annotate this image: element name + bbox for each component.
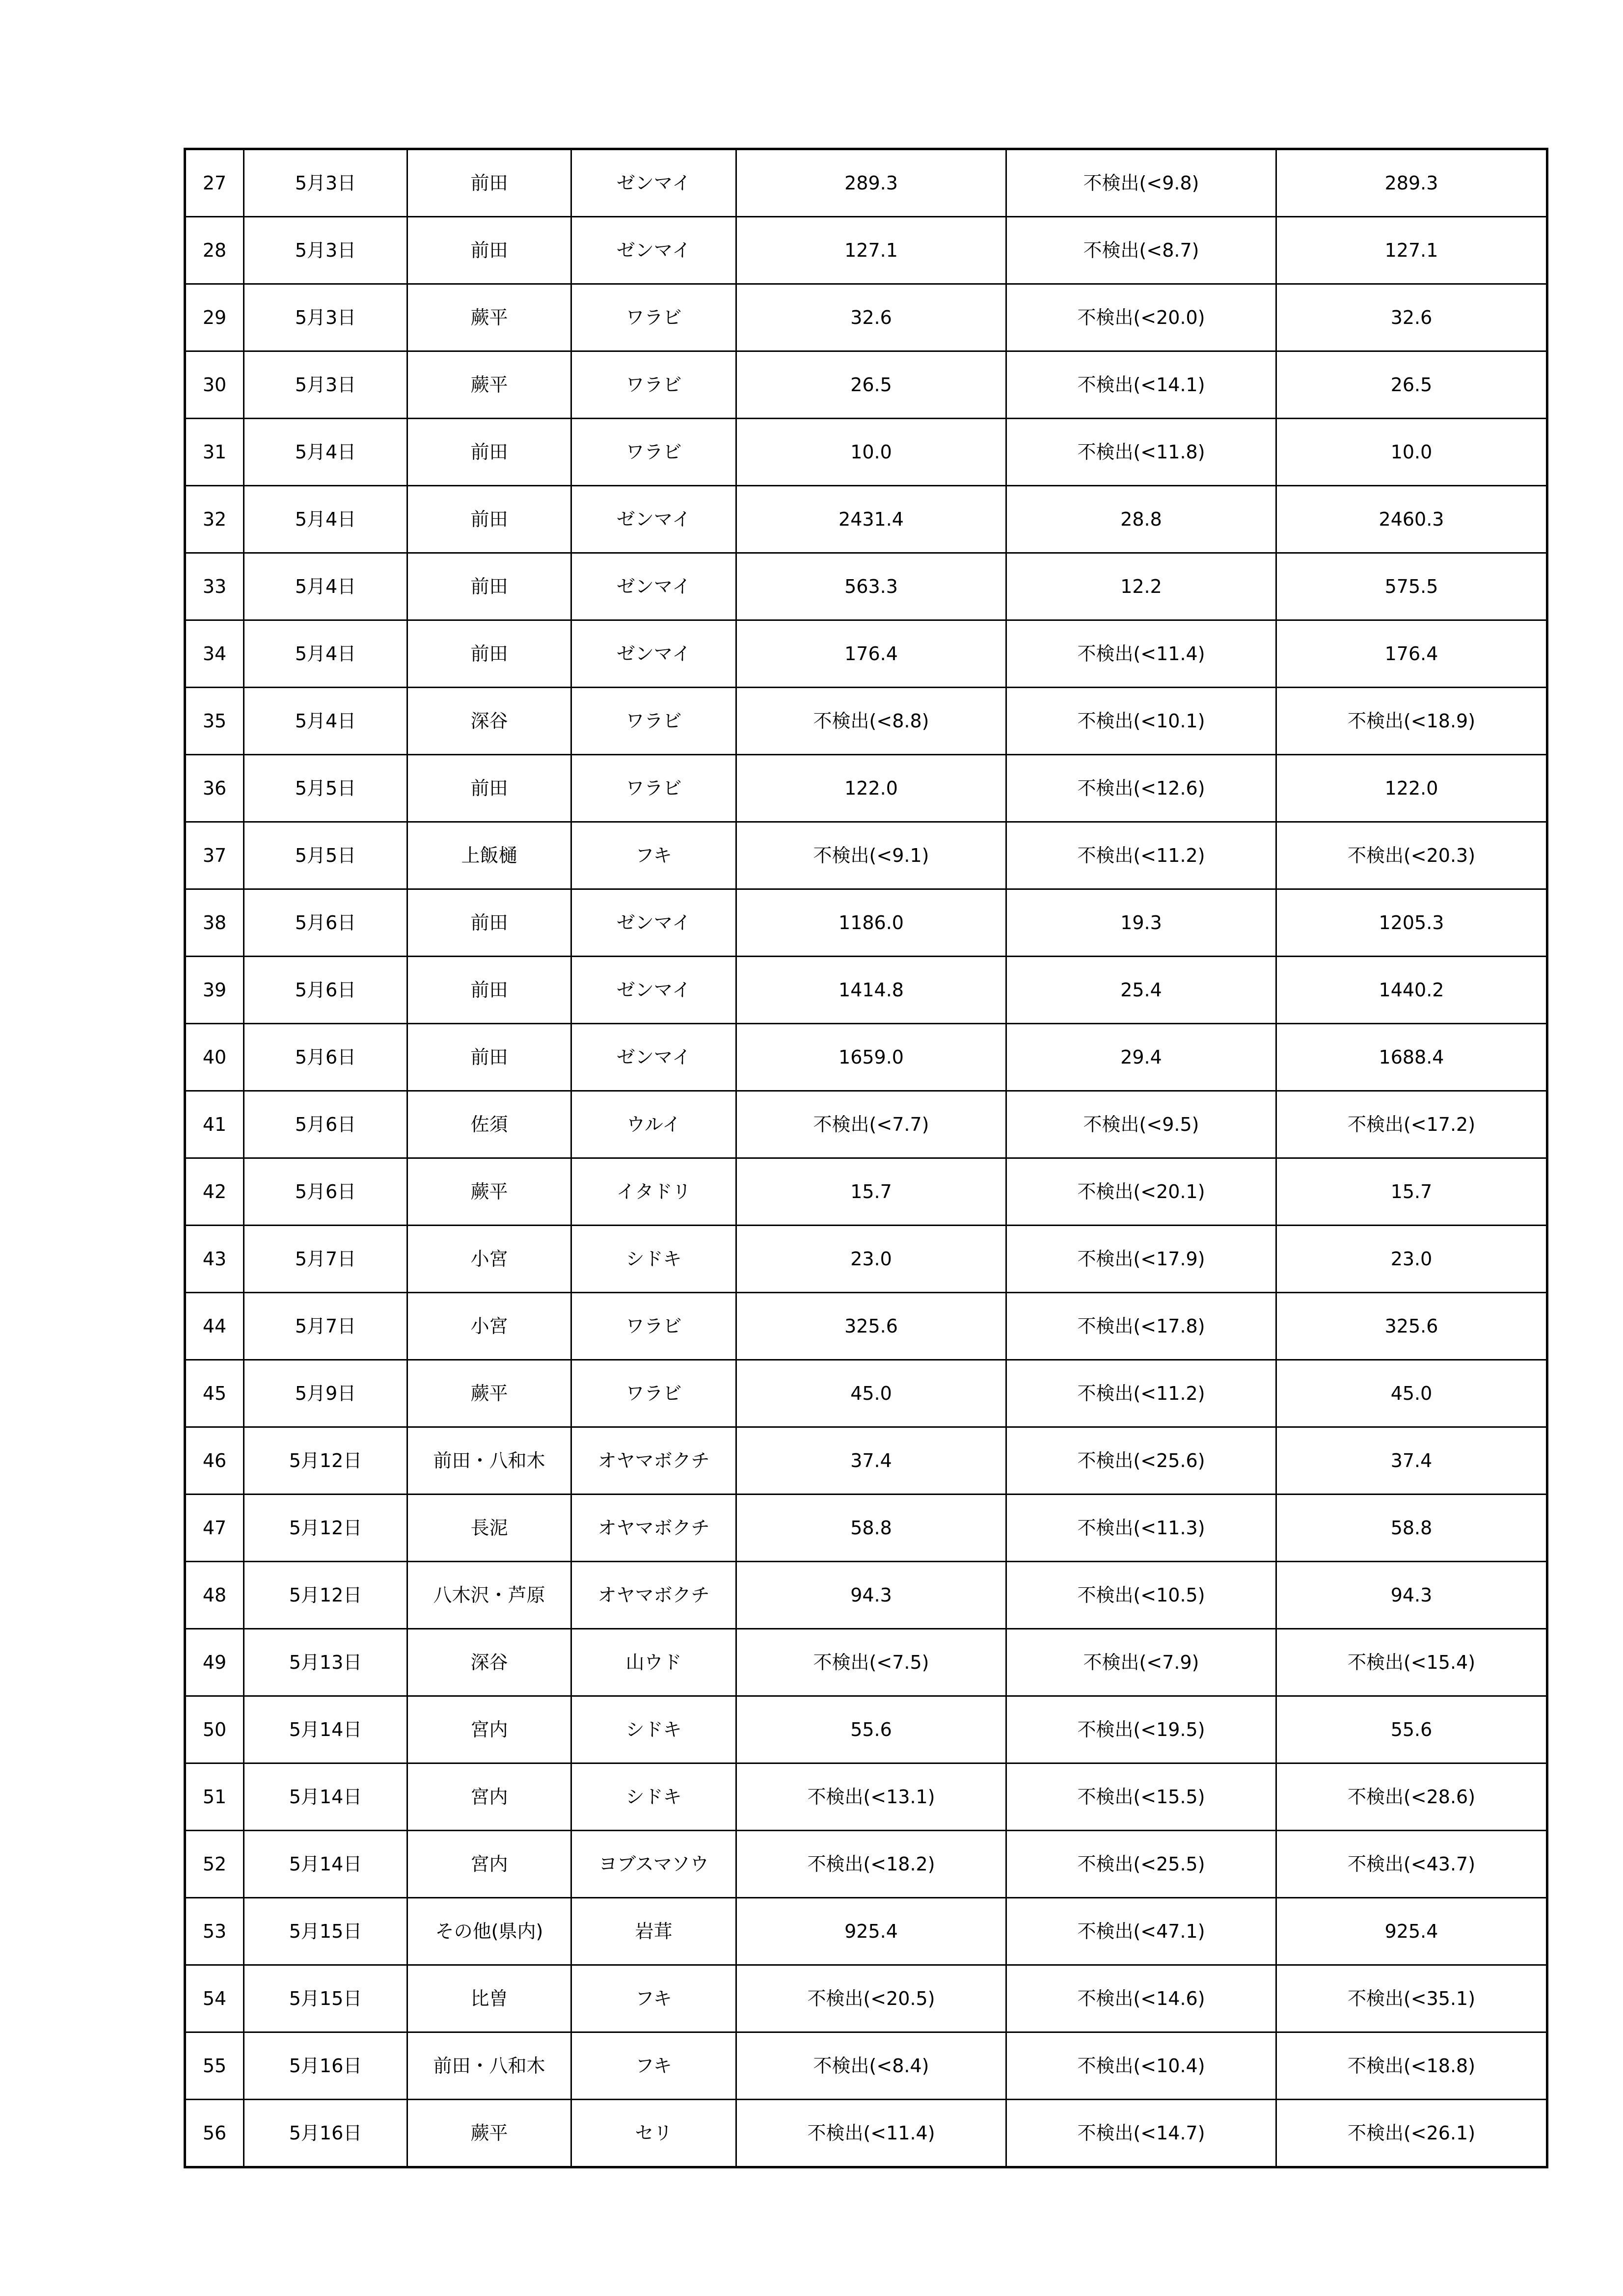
cell-place: 宮内 bbox=[407, 1831, 571, 1898]
table-row bbox=[185, 889, 1547, 957]
cell-value-3: 55.6 bbox=[1276, 1696, 1547, 1763]
cell-value-1: 不検出(<18.2) bbox=[736, 1831, 1006, 1898]
cell-date: 5月12日 bbox=[244, 1427, 407, 1495]
cell-no: 39 bbox=[185, 957, 244, 1024]
cell-value-2: 不検出(<20.0) bbox=[1006, 284, 1276, 351]
cell-item: ゼンマイ bbox=[571, 889, 736, 957]
cell-value-2: 不検出(<14.7) bbox=[1006, 2100, 1276, 2167]
cell-place: 深谷 bbox=[407, 1629, 571, 1696]
cell-value-1: 325.6 bbox=[736, 1293, 1006, 1360]
cell-date: 5月6日 bbox=[244, 1091, 407, 1158]
cell-value-1: 不検出(<13.1) bbox=[736, 1763, 1006, 1831]
cell-place: 宮内 bbox=[407, 1763, 571, 1831]
cell-value-2: 不検出(<47.1) bbox=[1006, 1898, 1276, 1965]
cell-value-1: 58.8 bbox=[736, 1495, 1006, 1562]
cell-item: ワラビ bbox=[571, 284, 736, 351]
cell-value-2: 不検出(<10.5) bbox=[1006, 1562, 1276, 1629]
cell-value-2: 不検出(<7.9) bbox=[1006, 1629, 1276, 1696]
cell-value-3: 不検出(<43.7) bbox=[1276, 1831, 1547, 1898]
cell-value-3: 32.6 bbox=[1276, 284, 1547, 351]
cell-value-1: 15.7 bbox=[736, 1158, 1006, 1226]
cell-no: 28 bbox=[185, 217, 244, 284]
cell-date: 5月6日 bbox=[244, 957, 407, 1024]
table-row bbox=[185, 351, 1547, 419]
cell-value-1: 94.3 bbox=[736, 1562, 1006, 1629]
cell-value-3: 15.7 bbox=[1276, 1158, 1547, 1226]
cell-value-3: 不検出(<15.4) bbox=[1276, 1629, 1547, 1696]
cell-item: ワラビ bbox=[571, 755, 736, 822]
cell-value-1: 10.0 bbox=[736, 419, 1006, 486]
cell-value-2: 12.2 bbox=[1006, 553, 1276, 620]
cell-place: 前田 bbox=[407, 755, 571, 822]
table-row bbox=[185, 957, 1547, 1024]
cell-value-3: 45.0 bbox=[1276, 1360, 1547, 1427]
cell-item: ワラビ bbox=[571, 1360, 736, 1427]
cell-no: 43 bbox=[185, 1226, 244, 1293]
table-row bbox=[185, 149, 1547, 217]
cell-no: 52 bbox=[185, 1831, 244, 1898]
cell-value-2: 29.4 bbox=[1006, 1024, 1276, 1091]
cell-value-1: 563.3 bbox=[736, 553, 1006, 620]
cell-place: 前田 bbox=[407, 553, 571, 620]
cell-date: 5月3日 bbox=[244, 351, 407, 419]
cell-item: ゼンマイ bbox=[571, 1024, 736, 1091]
table-row bbox=[185, 755, 1547, 822]
cell-place: 長泥 bbox=[407, 1495, 571, 1562]
cell-date: 5月4日 bbox=[244, 419, 407, 486]
cell-value-1: 127.1 bbox=[736, 217, 1006, 284]
cell-date: 5月12日 bbox=[244, 1562, 407, 1629]
cell-place: 宮内 bbox=[407, 1696, 571, 1763]
cell-no: 41 bbox=[185, 1091, 244, 1158]
cell-place: 蕨平 bbox=[407, 1360, 571, 1427]
cell-item: ゼンマイ bbox=[571, 957, 736, 1024]
cell-no: 31 bbox=[185, 419, 244, 486]
cell-date: 5月4日 bbox=[244, 486, 407, 553]
cell-place: その他(県内) bbox=[407, 1898, 571, 1965]
cell-no: 50 bbox=[185, 1696, 244, 1763]
cell-value-3: 2460.3 bbox=[1276, 486, 1547, 553]
table-row bbox=[185, 1024, 1547, 1091]
cell-value-1: 925.4 bbox=[736, 1898, 1006, 1965]
table-row bbox=[185, 486, 1547, 553]
cell-no: 44 bbox=[185, 1293, 244, 1360]
cell-value-3: 不検出(<17.2) bbox=[1276, 1091, 1547, 1158]
cell-value-2: 不検出(<17.9) bbox=[1006, 1226, 1276, 1293]
cell-no: 47 bbox=[185, 1495, 244, 1562]
table-row bbox=[185, 217, 1547, 284]
cell-date: 5月14日 bbox=[244, 1763, 407, 1831]
cell-item: セリ bbox=[571, 2100, 736, 2167]
cell-value-3: 不検出(<26.1) bbox=[1276, 2100, 1547, 2167]
cell-no: 33 bbox=[185, 553, 244, 620]
cell-value-3: 不検出(<20.3) bbox=[1276, 822, 1547, 889]
cell-item: フキ bbox=[571, 822, 736, 889]
cell-value-3: 1205.3 bbox=[1276, 889, 1547, 957]
cell-place: 蕨平 bbox=[407, 1158, 571, 1226]
cell-date: 5月3日 bbox=[244, 149, 407, 217]
cell-item: オヤマボクチ bbox=[571, 1427, 736, 1495]
cell-date: 5月7日 bbox=[244, 1226, 407, 1293]
cell-item: ワラビ bbox=[571, 419, 736, 486]
cell-place: 比曽 bbox=[407, 1965, 571, 2032]
cell-no: 51 bbox=[185, 1763, 244, 1831]
cell-value-1: 289.3 bbox=[736, 149, 1006, 217]
cell-date: 5月3日 bbox=[244, 217, 407, 284]
table-row bbox=[185, 1158, 1547, 1226]
table-row bbox=[185, 553, 1547, 620]
cell-value-3: 不検出(<28.6) bbox=[1276, 1763, 1547, 1831]
cell-no: 42 bbox=[185, 1158, 244, 1226]
cell-no: 55 bbox=[185, 2032, 244, 2100]
cell-value-1: 23.0 bbox=[736, 1226, 1006, 1293]
cell-place: 前田 bbox=[407, 620, 571, 688]
table-row bbox=[185, 1831, 1547, 1898]
table-row bbox=[185, 1763, 1547, 1831]
cell-value-3: 不検出(<18.8) bbox=[1276, 2032, 1547, 2100]
cell-place: 前田 bbox=[407, 486, 571, 553]
cell-no: 27 bbox=[185, 149, 244, 217]
cell-value-3: 不検出(<18.9) bbox=[1276, 688, 1547, 755]
cell-value-2: 不検出(<15.5) bbox=[1006, 1763, 1276, 1831]
cell-date: 5月9日 bbox=[244, 1360, 407, 1427]
results-table bbox=[184, 148, 1548, 2168]
table-row bbox=[185, 2032, 1547, 2100]
cell-value-2: 不検出(<11.3) bbox=[1006, 1495, 1276, 1562]
cell-value-1: 不検出(<7.7) bbox=[736, 1091, 1006, 1158]
cell-value-1: 不検出(<8.8) bbox=[736, 688, 1006, 755]
cell-value-1: 不検出(<9.1) bbox=[736, 822, 1006, 889]
cell-date: 5月6日 bbox=[244, 1158, 407, 1226]
cell-item: シドキ bbox=[571, 1763, 736, 1831]
cell-date: 5月5日 bbox=[244, 755, 407, 822]
cell-no: 32 bbox=[185, 486, 244, 553]
cell-no: 38 bbox=[185, 889, 244, 957]
cell-item: ゼンマイ bbox=[571, 149, 736, 217]
cell-item: ワラビ bbox=[571, 688, 736, 755]
cell-value-3: 575.5 bbox=[1276, 553, 1547, 620]
cell-value-1: 26.5 bbox=[736, 351, 1006, 419]
cell-value-2: 不検出(<25.5) bbox=[1006, 1831, 1276, 1898]
cell-item: 山ウド bbox=[571, 1629, 736, 1696]
cell-date: 5月4日 bbox=[244, 688, 407, 755]
cell-date: 5月14日 bbox=[244, 1831, 407, 1898]
cell-place: 上飯樋 bbox=[407, 822, 571, 889]
cell-date: 5月14日 bbox=[244, 1696, 407, 1763]
cell-no: 40 bbox=[185, 1024, 244, 1091]
table-row bbox=[185, 1293, 1547, 1360]
cell-value-3: 925.4 bbox=[1276, 1898, 1547, 1965]
table-row bbox=[185, 1562, 1547, 1629]
cell-date: 5月3日 bbox=[244, 284, 407, 351]
table-row bbox=[185, 2100, 1547, 2167]
cell-value-1: 不検出(<7.5) bbox=[736, 1629, 1006, 1696]
cell-value-2: 25.4 bbox=[1006, 957, 1276, 1024]
cell-date: 5月16日 bbox=[244, 2032, 407, 2100]
cell-no: 30 bbox=[185, 351, 244, 419]
cell-value-3: 94.3 bbox=[1276, 1562, 1547, 1629]
cell-date: 5月7日 bbox=[244, 1293, 407, 1360]
cell-value-1: 32.6 bbox=[736, 284, 1006, 351]
cell-no: 29 bbox=[185, 284, 244, 351]
cell-no: 49 bbox=[185, 1629, 244, 1696]
cell-item: シドキ bbox=[571, 1226, 736, 1293]
cell-item: オヤマボクチ bbox=[571, 1495, 736, 1562]
cell-item: シドキ bbox=[571, 1696, 736, 1763]
cell-no: 36 bbox=[185, 755, 244, 822]
cell-value-3: 23.0 bbox=[1276, 1226, 1547, 1293]
cell-value-1: 1186.0 bbox=[736, 889, 1006, 957]
cell-value-2: 不検出(<19.5) bbox=[1006, 1696, 1276, 1763]
cell-item: イタドリ bbox=[571, 1158, 736, 1226]
cell-value-2: 不検出(<9.8) bbox=[1006, 149, 1276, 217]
cell-item: ゼンマイ bbox=[571, 486, 736, 553]
table-row bbox=[185, 1427, 1547, 1495]
cell-place: 前田 bbox=[407, 1024, 571, 1091]
cell-value-3: 10.0 bbox=[1276, 419, 1547, 486]
table-row bbox=[185, 1965, 1547, 2032]
cell-item: 岩茸 bbox=[571, 1898, 736, 1965]
cell-date: 5月16日 bbox=[244, 2100, 407, 2167]
cell-value-2: 不検出(<14.6) bbox=[1006, 1965, 1276, 2032]
cell-value-3: 289.3 bbox=[1276, 149, 1547, 217]
cell-value-2: 不検出(<14.1) bbox=[1006, 351, 1276, 419]
cell-date: 5月15日 bbox=[244, 1898, 407, 1965]
cell-value-3: 122.0 bbox=[1276, 755, 1547, 822]
cell-place: 前田・八和木 bbox=[407, 2032, 571, 2100]
cell-value-2: 不検出(<25.6) bbox=[1006, 1427, 1276, 1495]
table-row bbox=[185, 1495, 1547, 1562]
table-row bbox=[185, 419, 1547, 486]
cell-value-3: 127.1 bbox=[1276, 217, 1547, 284]
cell-value-2: 不検出(<10.1) bbox=[1006, 688, 1276, 755]
cell-no: 56 bbox=[185, 2100, 244, 2167]
cell-value-3: 不検出(<35.1) bbox=[1276, 1965, 1547, 2032]
cell-place: 深谷 bbox=[407, 688, 571, 755]
cell-item: フキ bbox=[571, 1965, 736, 2032]
cell-value-2: 不検出(<11.8) bbox=[1006, 419, 1276, 486]
cell-value-2: 28.8 bbox=[1006, 486, 1276, 553]
cell-item: ヨブスマソウ bbox=[571, 1831, 736, 1898]
cell-place: 八木沢・芦原 bbox=[407, 1562, 571, 1629]
cell-value-2: 19.3 bbox=[1006, 889, 1276, 957]
cell-date: 5月12日 bbox=[244, 1495, 407, 1562]
cell-value-2: 不検出(<9.5) bbox=[1006, 1091, 1276, 1158]
cell-place: 前田 bbox=[407, 419, 571, 486]
cell-item: オヤマボクチ bbox=[571, 1562, 736, 1629]
table-row bbox=[185, 1360, 1547, 1427]
cell-place: 小宮 bbox=[407, 1293, 571, 1360]
cell-value-1: 37.4 bbox=[736, 1427, 1006, 1495]
cell-value-2: 不検出(<10.4) bbox=[1006, 2032, 1276, 2100]
cell-item: ゼンマイ bbox=[571, 553, 736, 620]
cell-date: 5月4日 bbox=[244, 620, 407, 688]
cell-no: 34 bbox=[185, 620, 244, 688]
cell-date: 5月6日 bbox=[244, 1024, 407, 1091]
results-table-body bbox=[185, 149, 1547, 2167]
cell-item: ワラビ bbox=[571, 351, 736, 419]
table-row bbox=[185, 1629, 1547, 1696]
cell-place: 前田 bbox=[407, 957, 571, 1024]
cell-value-2: 不検出(<11.2) bbox=[1006, 1360, 1276, 1427]
table-row bbox=[185, 620, 1547, 688]
cell-value-3: 37.4 bbox=[1276, 1427, 1547, 1495]
cell-place: 蕨平 bbox=[407, 2100, 571, 2167]
cell-place: 前田 bbox=[407, 149, 571, 217]
cell-date: 5月5日 bbox=[244, 822, 407, 889]
cell-value-2: 不検出(<11.2) bbox=[1006, 822, 1276, 889]
cell-no: 45 bbox=[185, 1360, 244, 1427]
cell-value-1: 不検出(<20.5) bbox=[736, 1965, 1006, 2032]
cell-value-1: 45.0 bbox=[736, 1360, 1006, 1427]
cell-value-2: 不検出(<17.8) bbox=[1006, 1293, 1276, 1360]
cell-place: 小宮 bbox=[407, 1226, 571, 1293]
cell-no: 35 bbox=[185, 688, 244, 755]
cell-item: ウルイ bbox=[571, 1091, 736, 1158]
table-row bbox=[185, 1696, 1547, 1763]
cell-no: 37 bbox=[185, 822, 244, 889]
cell-place: 蕨平 bbox=[407, 284, 571, 351]
cell-value-1: 2431.4 bbox=[736, 486, 1006, 553]
cell-date: 5月6日 bbox=[244, 889, 407, 957]
cell-value-2: 不検出(<12.6) bbox=[1006, 755, 1276, 822]
cell-value-2: 不検出(<11.4) bbox=[1006, 620, 1276, 688]
table-row bbox=[185, 822, 1547, 889]
cell-value-3: 1688.4 bbox=[1276, 1024, 1547, 1091]
cell-value-3: 58.8 bbox=[1276, 1495, 1547, 1562]
cell-value-1: 不検出(<11.4) bbox=[736, 2100, 1006, 2167]
table-row bbox=[185, 1898, 1547, 1965]
cell-place: 佐須 bbox=[407, 1091, 571, 1158]
cell-no: 54 bbox=[185, 1965, 244, 2032]
cell-value-3: 176.4 bbox=[1276, 620, 1547, 688]
cell-no: 53 bbox=[185, 1898, 244, 1965]
cell-item: ゼンマイ bbox=[571, 620, 736, 688]
table-row bbox=[185, 1091, 1547, 1158]
cell-value-1: 不検出(<8.4) bbox=[736, 2032, 1006, 2100]
table-row bbox=[185, 688, 1547, 755]
cell-value-1: 55.6 bbox=[736, 1696, 1006, 1763]
cell-value-2: 不検出(<20.1) bbox=[1006, 1158, 1276, 1226]
cell-value-3: 325.6 bbox=[1276, 1293, 1547, 1360]
cell-place: 前田 bbox=[407, 889, 571, 957]
cell-item: フキ bbox=[571, 2032, 736, 2100]
cell-value-2: 不検出(<8.7) bbox=[1006, 217, 1276, 284]
cell-place: 前田 bbox=[407, 217, 571, 284]
cell-no: 46 bbox=[185, 1427, 244, 1495]
cell-value-1: 122.0 bbox=[736, 755, 1006, 822]
cell-no: 48 bbox=[185, 1562, 244, 1629]
cell-value-1: 1659.0 bbox=[736, 1024, 1006, 1091]
cell-date: 5月13日 bbox=[244, 1629, 407, 1696]
cell-place: 前田・八和木 bbox=[407, 1427, 571, 1495]
table-row bbox=[185, 1226, 1547, 1293]
cell-place: 蕨平 bbox=[407, 351, 571, 419]
cell-value-1: 1414.8 bbox=[736, 957, 1006, 1024]
cell-value-3: 1440.2 bbox=[1276, 957, 1547, 1024]
cell-value-1: 176.4 bbox=[736, 620, 1006, 688]
cell-value-3: 26.5 bbox=[1276, 351, 1547, 419]
table-row bbox=[185, 284, 1547, 351]
cell-item: ワラビ bbox=[571, 1293, 736, 1360]
cell-date: 5月4日 bbox=[244, 553, 407, 620]
cell-date: 5月15日 bbox=[244, 1965, 407, 2032]
cell-item: ゼンマイ bbox=[571, 217, 736, 284]
